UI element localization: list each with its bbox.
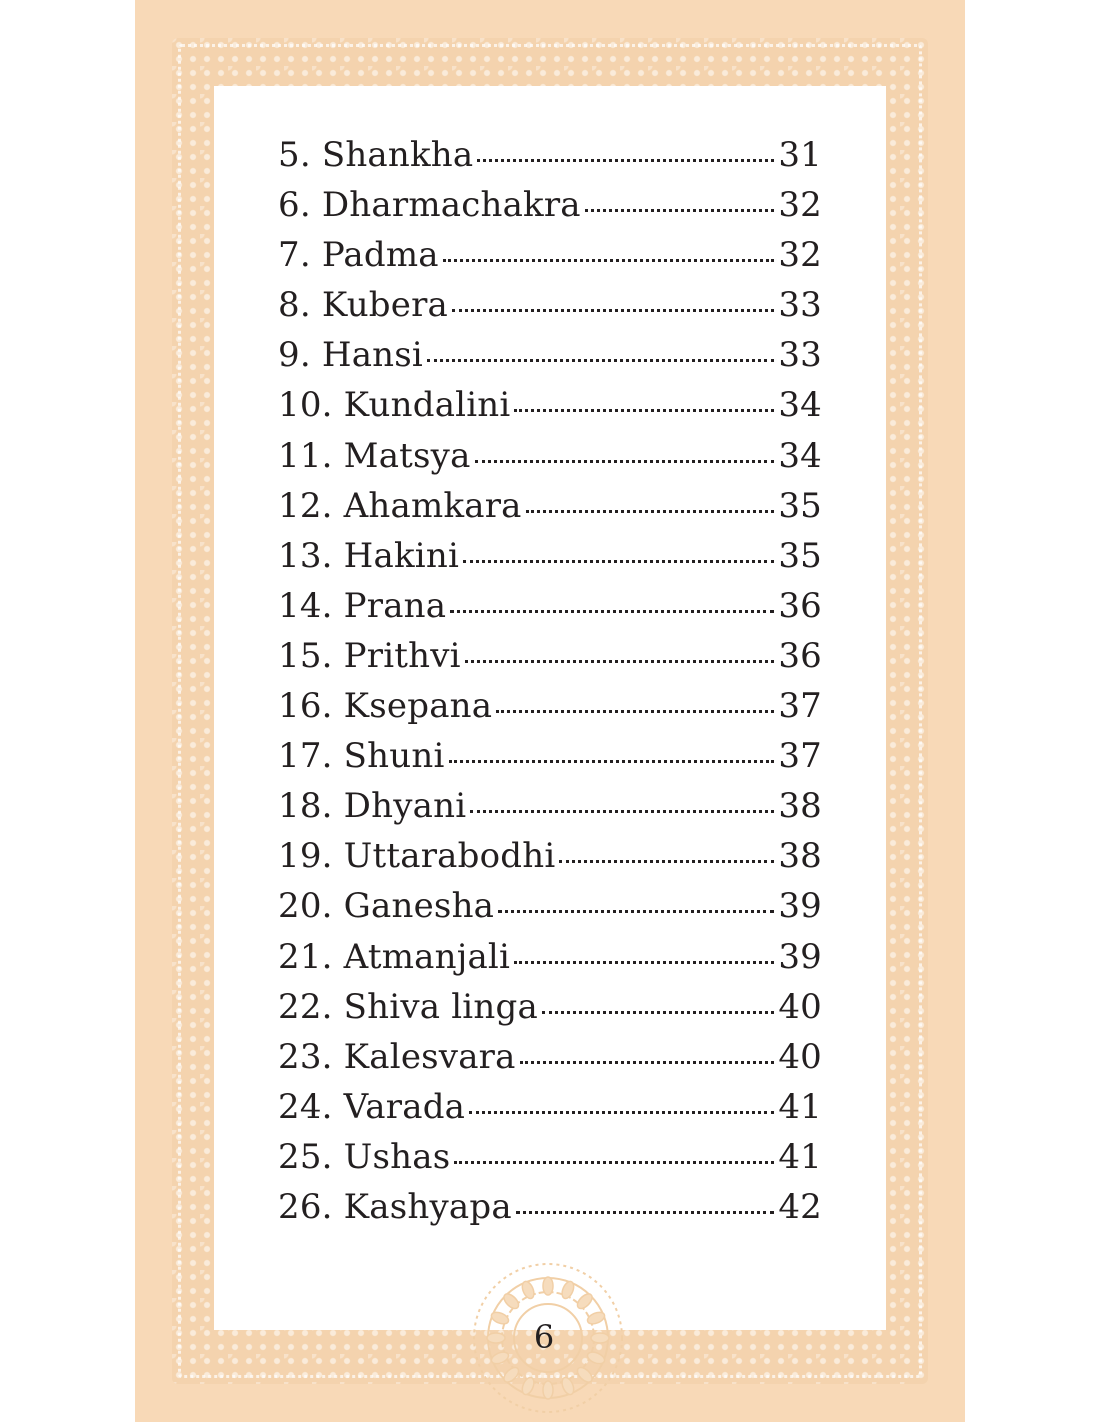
toc-entry [278,886,822,936]
dot-leader [465,659,775,663]
toc-entry-title: 24. Varada [278,1086,466,1127]
dot-leader [469,1110,774,1114]
toc-entry-title: 15. Prithvi [278,635,461,676]
toc-entry-page: 39 [778,886,822,927]
toc-entry-title: 10. Kundalini [278,385,511,426]
toc-entry-page: 38 [778,786,822,827]
toc-entry [278,586,822,636]
toc-entry [278,937,822,987]
toc-entry [278,486,822,536]
toc-entry-page: 38 [778,836,822,877]
dot-leader [475,459,775,463]
toc-entry-title: 22. Shiva linga [278,986,538,1027]
toc-entry [278,636,822,686]
toc-entry [278,436,822,486]
dot-leader [526,509,775,513]
toc-entry-page: 36 [778,635,822,676]
toc-entry-page: 40 [778,986,822,1027]
toc-entry-page: 37 [778,686,822,727]
toc-entry-page: 41 [778,1136,822,1177]
toc-entry [278,1087,822,1137]
toc-entry-title: 26. Kashyapa [278,1186,512,1227]
toc-entry-title: 25. Ushas [278,1136,451,1177]
toc-entry [278,786,822,836]
toc-entry-page: 36 [778,585,822,626]
toc-entry [278,235,822,285]
toc-entry [278,1187,822,1237]
page-number: 6 [533,1318,555,1356]
toc-entry [278,135,822,185]
dot-leader [585,208,775,212]
dot-leader [542,1010,774,1014]
toc-entry [278,1037,822,1087]
toc-entry [278,987,822,1037]
toc-entry-title: 13. Hakini [278,535,460,576]
toc-entry-title: 11. Matsya [278,435,471,476]
toc-entry [278,335,822,385]
dot-leader [427,358,774,362]
table-of-contents [278,135,822,1237]
toc-entry-title: 7. Padma [278,235,439,276]
toc-entry-page: 32 [778,235,822,276]
dot-leader [450,609,774,613]
toc-entry-title: 14. Prana [278,585,447,626]
dot-leader [559,859,774,863]
toc-entry [278,536,822,586]
toc-entry [278,1137,822,1187]
toc-entry-title: 19. Uttarabodhi [278,836,556,877]
toc-entry [278,385,822,435]
toc-entry [278,185,822,235]
toc-entry-title: 8. Kubera [278,285,449,326]
toc-entry-title: 9. Hansi [278,335,423,376]
toc-entry-page: 34 [778,385,822,426]
toc-entry-title: 16. Ksepana [278,686,493,727]
dot-leader [516,1210,775,1214]
dot-leader [454,1160,774,1164]
toc-entry-page: 42 [778,1186,822,1227]
toc-entry-page: 39 [778,936,822,977]
dot-leader [477,158,774,162]
toc-entry-page: 34 [778,435,822,476]
toc-entry-title: 21. Atmanjali [278,936,511,977]
dot-leader [470,809,774,813]
toc-entry-page: 35 [778,485,822,526]
toc-entry-title: 5. Shankha [278,135,474,175]
dot-leader [520,1060,775,1064]
toc-entry [278,736,822,786]
dot-leader [496,709,774,713]
toc-entry-title: 18. Dhyani [278,786,467,827]
dot-leader [449,759,775,763]
toc-entry-title: 17. Shuni [278,736,445,777]
toc-entry [278,836,822,886]
toc-entry-page: 32 [778,185,822,226]
toc-entry-page: 41 [778,1086,822,1127]
toc-entry-title: 23. Kalesvara [278,1036,516,1077]
dot-leader [443,258,775,262]
toc-entry-page: 33 [778,335,822,376]
dot-leader [514,960,774,964]
dot-leader [498,909,774,913]
toc-entry-title: 20. Ganesha [278,886,495,927]
toc-entry-page: 31 [778,135,822,175]
dot-leader [514,408,774,412]
dot-leader [452,308,774,312]
toc-entry [278,285,822,335]
toc-entry-page: 35 [778,535,822,576]
toc-entry-title: 12. Ahamkara [278,485,522,526]
dot-leader [463,559,774,563]
toc-entry-page: 40 [778,1036,822,1077]
toc-entry [278,686,822,736]
toc-entry-page: 37 [778,736,822,777]
toc-entry-title: 6. Dharmachakra [278,185,581,226]
toc-entry-page: 33 [778,285,822,326]
